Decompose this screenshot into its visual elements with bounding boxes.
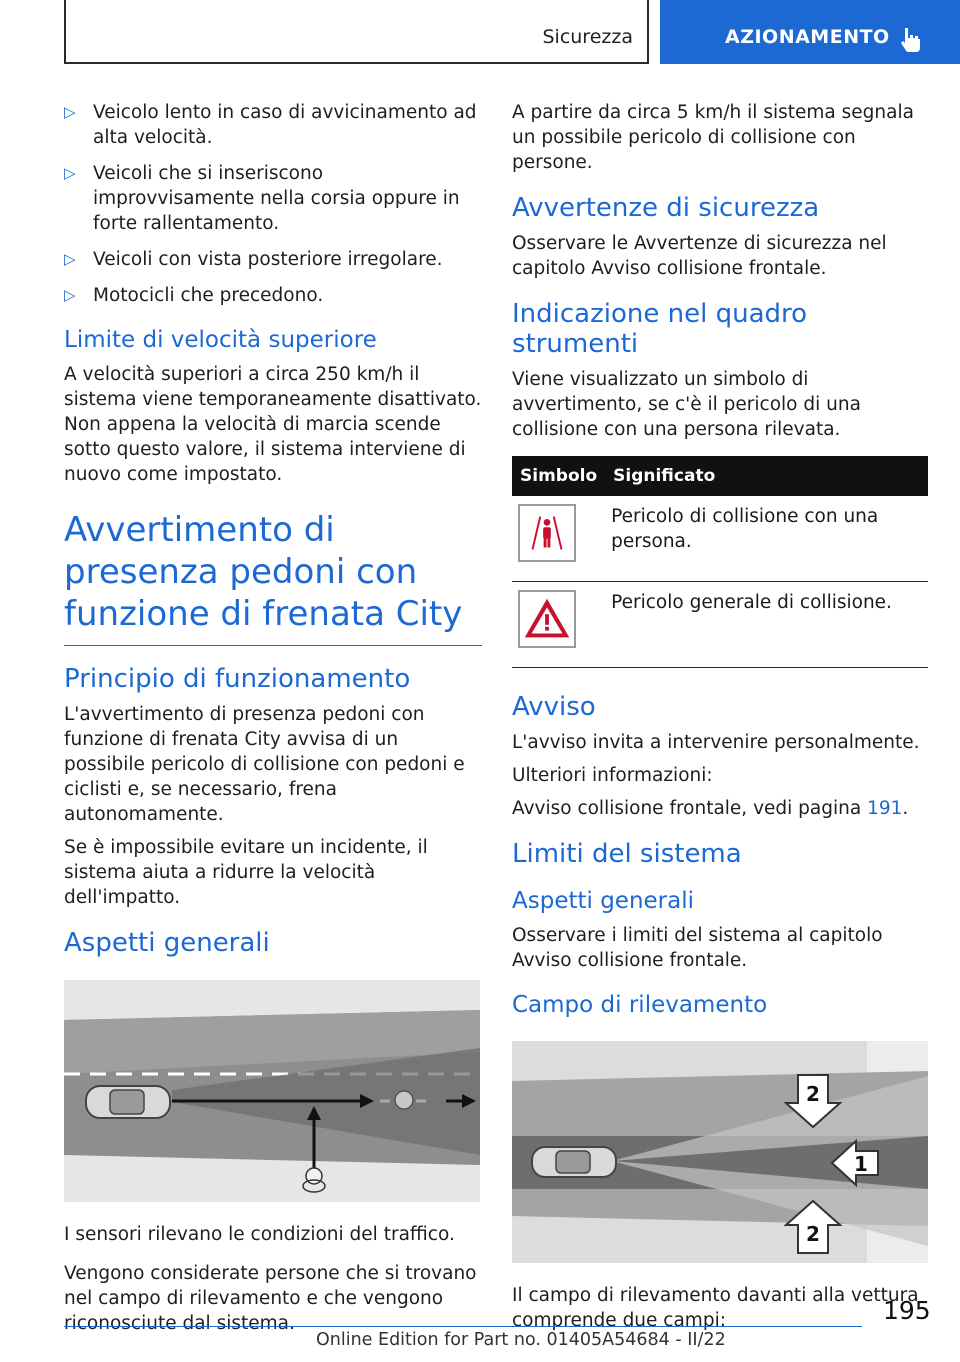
car-icon (86, 1086, 170, 1118)
list-item (64, 283, 482, 308)
bullet-triangle-icon: ▷ (64, 164, 76, 182)
symbol-table (512, 456, 928, 668)
more-info-label: Ulteriori informazioni: (512, 765, 713, 786)
column-header-symbol: Simbolo (512, 456, 605, 496)
safety-heading: Avvertenze di sicurezza (512, 193, 820, 223)
cluster-text: Viene visualizzato un simbolo di avvertimento, se c'è il pericolo di una collisione con una persona rilevata. (512, 369, 861, 440)
general-warning-triangle-icon (518, 590, 576, 648)
cross-reference-end: . (902, 798, 909, 819)
main-heading: Avvertimento di presenza pedoni con funzione di frenata City (64, 510, 463, 634)
principle-text-2: Se è impossibile evitare un incidente, il sistema aiuta a ridurre la velocità dell'impatto. (64, 837, 428, 908)
detection-area-illustration (512, 1041, 928, 1263)
pedestrian-warning-icon (518, 504, 576, 562)
table-header-row (512, 456, 928, 496)
bullet-triangle-icon: ▷ (64, 250, 76, 268)
header-section-box (64, 0, 649, 64)
limits-heading: Limiti del sistema (512, 839, 742, 869)
column-header-meaning: Significato (605, 456, 928, 496)
limits-general-text: Osservare i limiti del sistema al capitolo Avviso collisione frontale. (512, 925, 883, 971)
symbol-cell (512, 582, 605, 668)
car-icon (532, 1147, 616, 1177)
cluster-heading: Indicazione nel quadro strumenti (512, 299, 808, 359)
list-item-text: Veicoli con vista posteriore irregolare. (93, 249, 443, 270)
symbol-cell (512, 496, 605, 582)
list-item (64, 247, 482, 272)
meaning-cell: Pericolo generale di collisione. (605, 582, 928, 668)
left-column (64, 100, 482, 1344)
list-item (64, 161, 482, 236)
table-row (512, 582, 928, 668)
page-link[interactable]: 191 (867, 798, 903, 819)
figure-label-2a: 2 (806, 1082, 820, 1106)
page-number: 195 (883, 1296, 931, 1325)
header-section-title: Sicurezza (542, 26, 633, 48)
header-chapter-title: AZIONAMENTO (725, 26, 890, 48)
cross-reference-text: Avviso collisione frontale, vedi pagina (512, 798, 868, 819)
meaning-cell: Pericolo di collisione con una persona. (605, 496, 928, 582)
bullet-triangle-icon: ▷ (64, 286, 76, 304)
speed-limit-heading: Limite di velocità superiore (64, 327, 377, 353)
pedestrian-detection-illustration (64, 980, 480, 1202)
bullet-triangle-icon: ▷ (64, 103, 76, 121)
footer-edition: Online Edition for Part no. 01405A54684 - II/22 (316, 1330, 726, 1350)
heading-divider (64, 645, 482, 646)
principle-text-1: L'avvertimento di presenza pedoni con funzione di frenata City avvisa di un possibile pericolo di collisione con pedoni e ciclisti e, se necessario, frena autonomamente. (64, 704, 465, 825)
cross-reference (512, 796, 928, 821)
warning-text: L'avviso invita a intervenire personalmente. (512, 732, 920, 753)
figure-label-2b: 2 (806, 1222, 820, 1246)
safety-text: Osservare le Avvertenze di sicurezza nel capitolo Avviso collisione frontale. (512, 233, 887, 279)
pointing-hand-icon (896, 24, 926, 54)
warning-heading: Avviso (512, 692, 596, 722)
persons-text: Vengono considerate persone che si trovano nel campo di rilevamento e che vengono riconosciute dal sistema. (64, 1263, 477, 1334)
right-column (512, 100, 928, 1341)
sensor-text: I sensori rilevano le condizioni del traffico. (64, 1224, 455, 1245)
table-row (512, 496, 928, 582)
list-item-text: Veicoli che si inseriscono improvvisamente nella corsia oppure in forte rallentamento. (93, 163, 460, 234)
detection-heading: Campo di rilevamento (512, 992, 768, 1018)
intro-text: A partire da circa 5 km/h il sistema segnala un possibile pericolo di collisione con persone. (512, 102, 914, 173)
principle-heading: Principio di funzionamento (64, 664, 411, 694)
speed-limit-text: A velocità superiori a circa 250 km/h il sistema viene temporaneamente disattivato. Non appena la velocità di marcia scende sotto questo valore, il sistema interviene di nuovo come impostato. (64, 364, 482, 485)
limits-general-heading: Aspetti generali (512, 888, 695, 914)
list-item-text: Veicolo lento in caso di avvicinamento ad alta velocità. (93, 102, 477, 148)
general-heading: Aspetti generali (64, 928, 270, 958)
header-chapter-tab (660, 0, 960, 64)
list-item (64, 100, 482, 150)
detection-text: Il campo di rilevamento davanti alla vettura comprende due campi: (512, 1285, 919, 1331)
footer-divider (64, 1326, 862, 1327)
figure-label-1: 1 (854, 1152, 868, 1176)
list-item-text: Motocicli che precedono. (93, 285, 324, 306)
